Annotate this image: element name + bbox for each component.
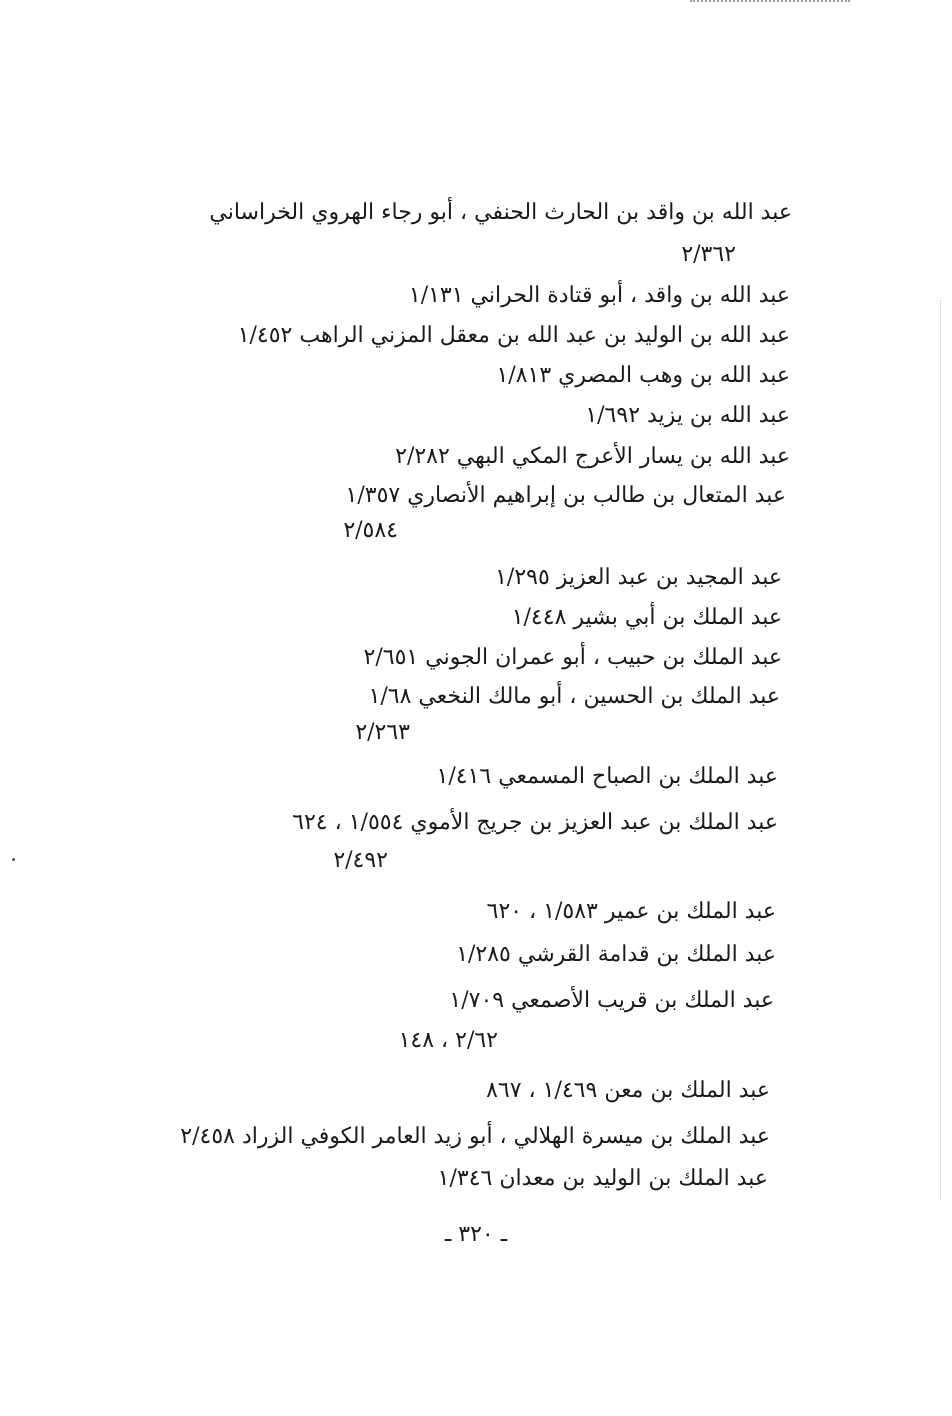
index-entry-continuation: ٢/٢٦٣ (355, 720, 410, 745)
index-entry: عبد المجيد بن عبد العزيز ١/٢٩٥ (495, 565, 782, 590)
index-entry-continuation: ٢/٣٦٢ (681, 242, 736, 267)
index-entry: عبد الله بن وهب المصري ١/٨١٣ (496, 363, 790, 388)
scan-top-mark (690, 0, 850, 8)
index-entry: عبد الملك بن الوليد بن معدان ١/٣٤٦ (437, 1166, 768, 1191)
index-entry: عبد الله بن يزيد ١/٦٩٢ (585, 403, 790, 428)
index-entry-continuation: ٢/٦٢ ، ١٤٨ (398, 1028, 498, 1053)
index-entry: عبد الله بن واقد بن الحارث الحنفي ، أبو رجاء الهروي الخراساني (209, 200, 792, 225)
index-entry-continuation: ٢/٤٩٢ (333, 848, 388, 873)
index-entry: عبد الله بن الوليد بن عبد الله بن معقل المزني الراهب ١/٤٥٢ (237, 323, 790, 348)
page-number: ـ ٣٢٠ ـ (444, 1222, 508, 1247)
index-entry: عبد الملك بن قدامة القرشي ١/٢٨٥ (456, 942, 776, 967)
index-entry-continuation: ٢/٥٨٤ (343, 518, 398, 543)
index-entry: عبد الملك بن معن ١/٤٦٩ ، ٨٦٧ (486, 1078, 770, 1103)
index-entry: عبد المتعال بن طالب بن إبراهيم الأنصاري ١/٣٥٧ (345, 483, 786, 508)
index-entry: عبد الملك بن الصباح المسمعي ١/٤١٦ (436, 764, 778, 789)
index-entry: عبد الملك بن حبيب ، أبو عمران الجوني ٢/٦٥١ (363, 645, 782, 670)
index-entry: عبد الملك بن عمير ١/٥٨٣ ، ٦٢٠ (486, 899, 776, 924)
index-entry: عبد الملك بن الحسين ، أبو مالك النخعي ١/٦٨ (368, 684, 780, 709)
index-entry: عبد الملك بن أبي بشير ١/٤٤٨ (511, 605, 782, 630)
index-entry: عبد الملك بن ميسرة الهلالي ، أبو زيد العامر الكوفي الزراد ٢/٤٥٨ (180, 1124, 770, 1149)
scan-speck (12, 858, 15, 861)
index-entry: عبد الله بن واقد ، أبو قتادة الحراني ١/١٣١ (408, 283, 790, 308)
index-entry: عبد الملك بن عبد العزيز بن جريج الأموي ١/٥٥٤ ، ٦٢٤ (292, 810, 778, 835)
scan-edge-mark (940, 300, 943, 1200)
index-entry: عبد الله بن يسار الأعرج المكي البهي ٢/٢٨٢ (395, 444, 790, 469)
index-entry: عبد الملك بن قريب الأصمعي ١/٧٠٩ (449, 988, 774, 1013)
